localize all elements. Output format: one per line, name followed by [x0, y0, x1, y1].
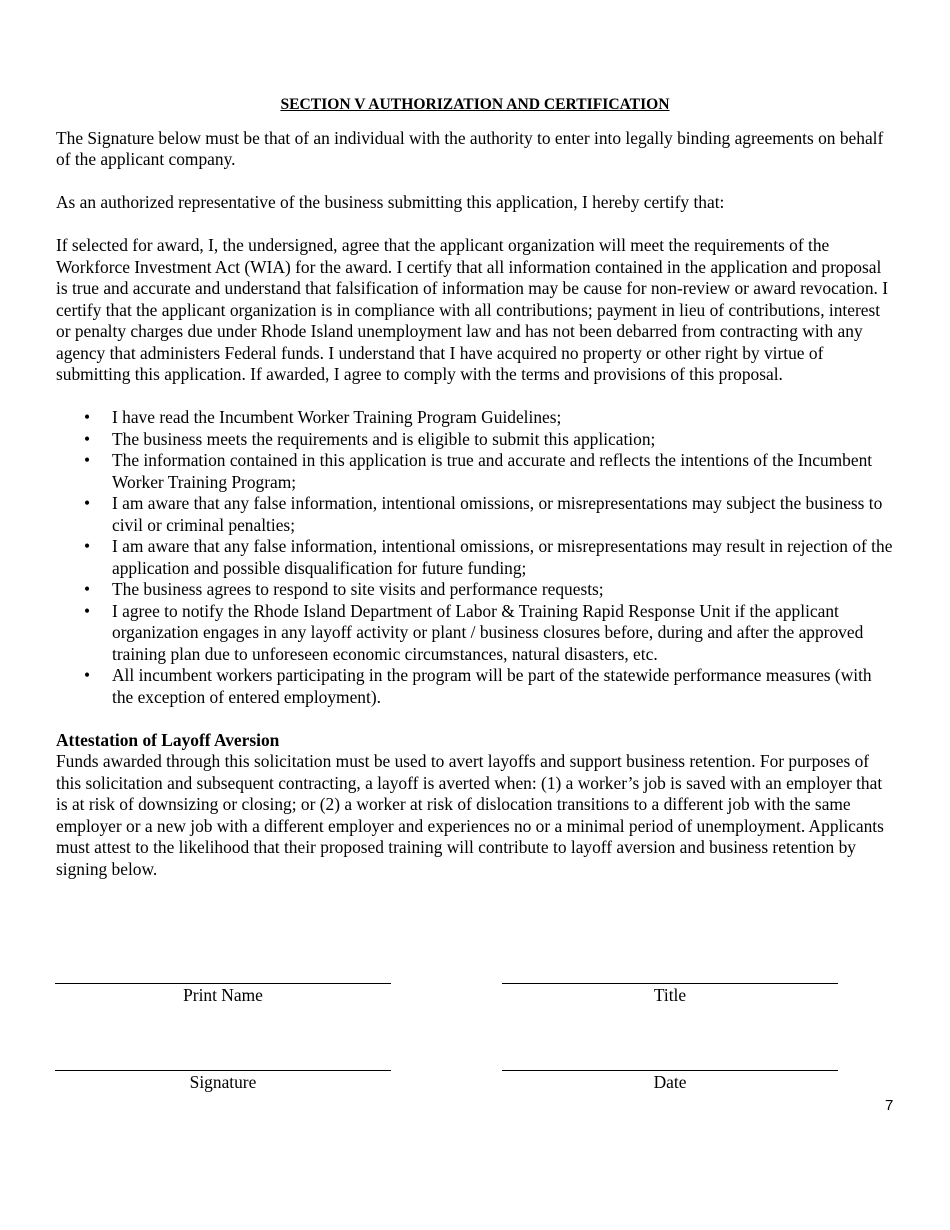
title-field[interactable] — [502, 983, 838, 1007]
list-item-text: I agree to notify the Rhode Island Department of Labor & Training Rapid Response Unit if the applicant organization engages in any layoff activity or plant / business closures before, during and after the approved training plan due to unforeseen economic circumstances, natural disasters, etc. — [112, 600, 864, 664]
page-number: 7 — [885, 1097, 894, 1114]
list-item — [56, 665, 894, 708]
signature-field[interactable] — [55, 1070, 391, 1094]
print-name-line[interactable] — [55, 983, 391, 984]
list-item-text: The business meets the requirements and is eligible to submit this application; — [112, 428, 656, 449]
date-field[interactable] — [502, 1070, 838, 1094]
bullet-icon: • — [84, 493, 91, 513]
signature-label: Signature — [189, 1072, 257, 1092]
list-item — [56, 579, 894, 601]
print-name-label: Print Name — [183, 985, 263, 1005]
list-item — [56, 493, 894, 536]
list-item-text: I am aware that any false information, intentional omissions, or misrepresentations may subject the business to civil or criminal penalties; — [112, 493, 883, 535]
award-agreement-paragraph: If selected for award, I, the undersigned, agree that the applicant organization will meet the requirements of the Workforce Investment Act (WIA) for the award. I certify that all information contained in the application and proposal is true and accurate and understand that falsification of information may be cause for non-review or award revocation. I certify that the applicant organization is in compliance with all contributions; payment in lieu of contributions, interest or penalty charges due under Rhode Island unemployment law and has not been debarred from contracting with any agency that administers Federal funds. I understand that I have acquired no property or other right by virtue of submitting this application. If awarded, I agree to comply with the terms and provisions of this proposal. — [56, 235, 888, 384]
date-label: Date — [653, 1072, 687, 1092]
certification-list — [56, 407, 894, 708]
attestation-heading: Attestation of Layoff Aversion — [56, 729, 280, 750]
certify-intro-paragraph: As an authorized representative of the business submitting this application, I hereby certify that: — [56, 192, 725, 212]
list-item — [56, 407, 894, 429]
list-item — [56, 450, 894, 493]
print-name-field[interactable] — [55, 983, 391, 1007]
bullet-icon: • — [84, 428, 91, 449]
list-item-text: All incumbent workers participating in the program will be part of the statewide performance measures (with the exception of entered employment). — [112, 665, 872, 707]
bullet-icon: • — [84, 600, 91, 621]
title-line[interactable] — [502, 983, 838, 984]
attestation-body: Funds awarded through this solicitation must be used to avert layoffs and support business retention. For purposes of this solicitation and subsequent contracting, a layoff is averted when: (1) a worker’s job is saved with an employer that is at risk of downsizing or closing; or (2) a worker at risk of dislocation transitions to a different job with the same employer or a new job with a different employer and experiences no or a minimal period of unemployment. Applicants must attest to the likelihood that their proposed training will contribute to layoff aversion and business retention by signing below. — [56, 751, 884, 879]
date-line[interactable] — [502, 1070, 838, 1071]
list-item — [56, 429, 894, 451]
list-item-text: I have read the Incumbent Worker Training Program Guidelines; — [112, 407, 562, 427]
authority-paragraph: The Signature below must be that of an individual with the authority to enter into legally binding agreements on behalf of the applicant company. — [56, 127, 884, 169]
list-item — [56, 601, 894, 666]
signature-line[interactable] — [55, 1070, 391, 1071]
bullet-icon: • — [84, 407, 91, 427]
document-page — [56, 94, 894, 880]
list-item — [56, 536, 894, 579]
section-title: SECTION V AUTHORIZATION AND CERTIFICATION — [280, 96, 670, 113]
bullet-icon: • — [84, 665, 91, 685]
list-item-text: I am aware that any false information, intentional omissions, or misrepresentations may result in rejection of the application and possible disqualification for future funding; — [112, 536, 893, 578]
list-item-text: The information contained in this application is true and accurate and reflects the intentions of the Incumbent Worker Training Program; — [112, 450, 873, 492]
bullet-icon: • — [84, 536, 91, 556]
bullet-icon: • — [84, 450, 91, 470]
list-item-text: The business agrees to respond to site visits and performance requests; — [112, 579, 604, 599]
title-label: Title — [653, 985, 687, 1005]
bullet-icon: • — [84, 579, 91, 599]
